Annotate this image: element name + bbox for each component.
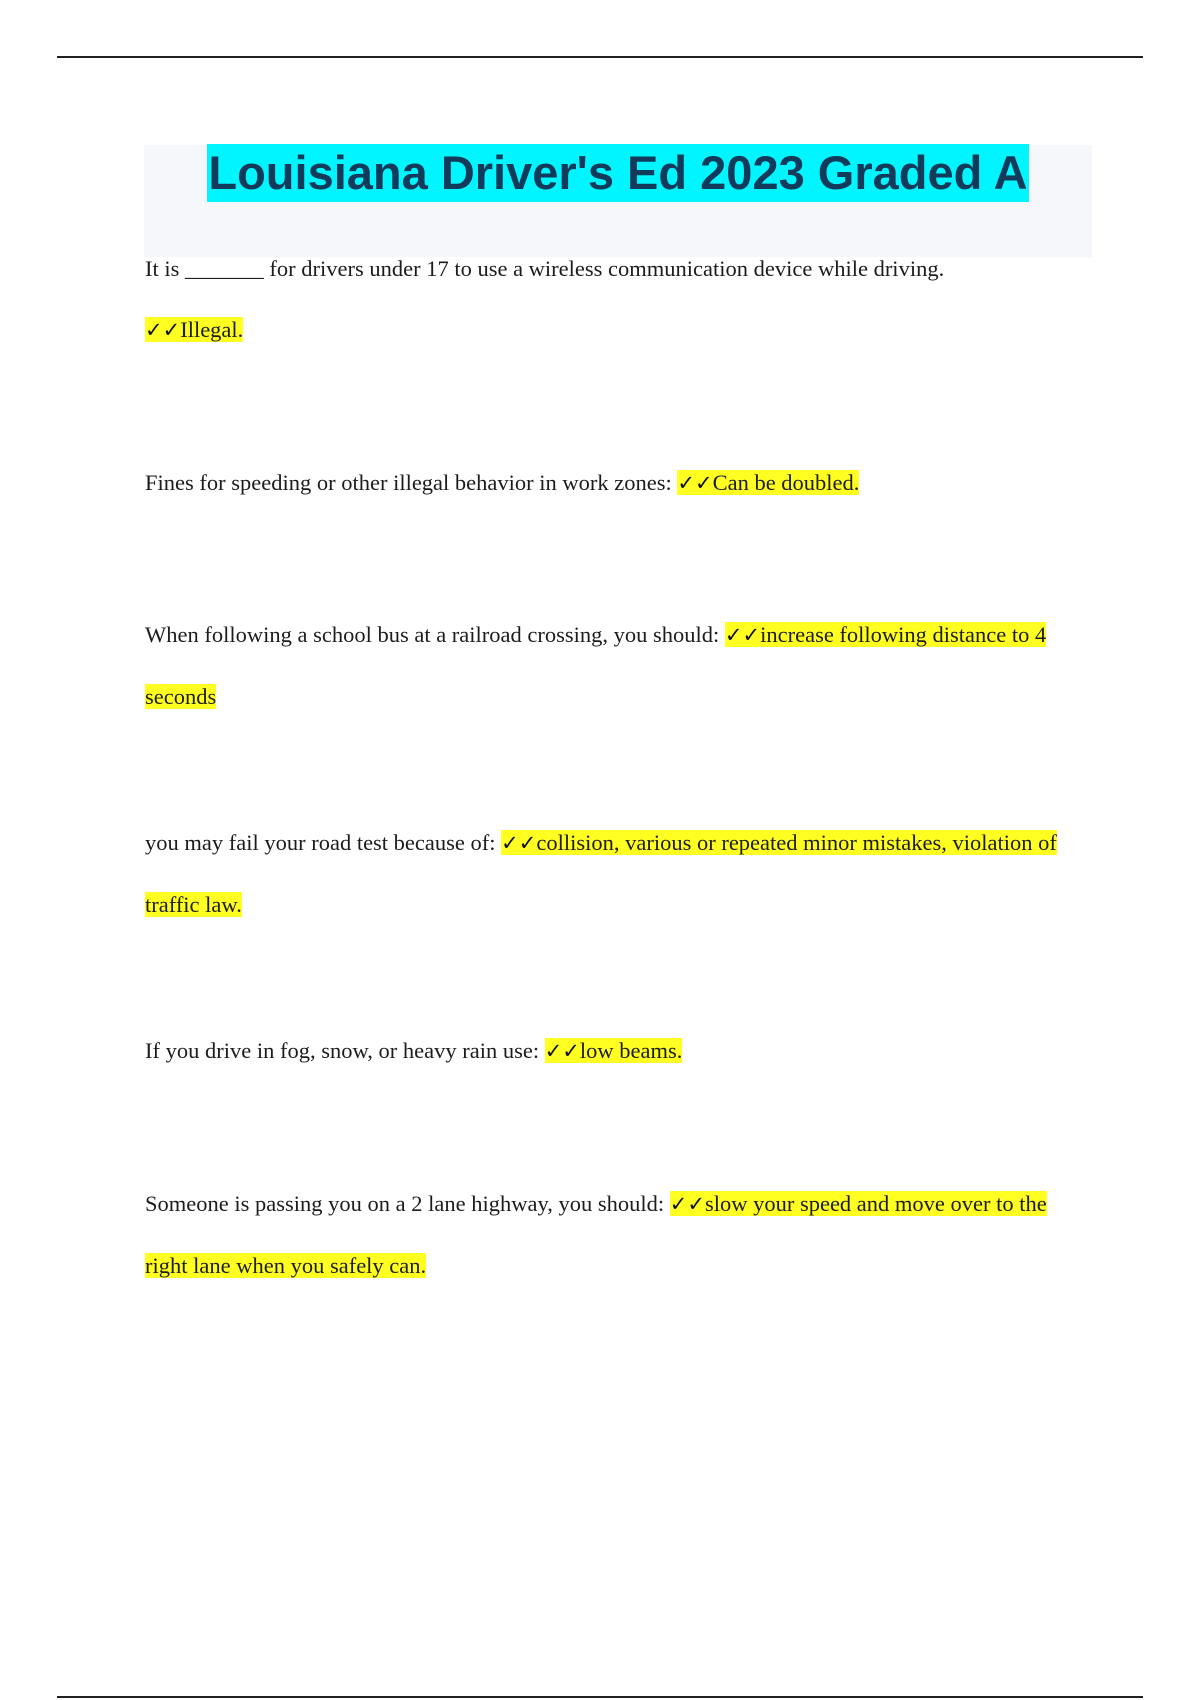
qa-item xyxy=(145,812,1090,935)
question-text: If you drive in fog, snow, or heavy rain use: xyxy=(145,1038,540,1063)
question-text: Someone is passing you on a 2 lane highway, you should: xyxy=(145,1191,665,1216)
question-text: It is _______ for drivers under 17 to use a wireless communication device while driving. xyxy=(145,256,945,281)
double-check-icon: ✓✓ xyxy=(501,831,537,855)
qa-item xyxy=(145,1173,1090,1296)
answer-text: increase following distance to 4 seconds xyxy=(145,622,1047,709)
answer-text: collision, various or repeated minor mistakes, violation of traffic law. xyxy=(145,830,1057,917)
answer-text: slow your speed and move over to the right lane when you safely can. xyxy=(145,1191,1047,1278)
document-title xyxy=(144,146,1092,199)
double-check-icon: ✓✓ xyxy=(669,1192,705,1216)
question-text: Fines for speeding or other illegal behavior in work zones: xyxy=(145,470,672,495)
question-text: you may fail your road test because of: xyxy=(145,830,496,855)
double-check-icon: ✓✓ xyxy=(724,623,761,647)
qa-item xyxy=(145,604,1090,727)
double-check-icon: ✓✓ xyxy=(544,1039,580,1063)
qa-item xyxy=(145,238,1090,361)
top-rule xyxy=(57,56,1143,58)
answer-highlight xyxy=(145,317,243,342)
answer-text: Can be doubled. xyxy=(712,470,860,495)
document-title-text: Louisiana Driver's Ed 2023 Graded A xyxy=(207,144,1028,202)
answer-highlight xyxy=(677,470,859,495)
answer-text: Illegal. xyxy=(180,317,244,342)
double-check-icon: ✓✓ xyxy=(677,471,713,495)
qa-item xyxy=(145,1020,1090,1082)
question-text: When following a school bus at a railroad crossing, you should: xyxy=(145,622,720,647)
answer-highlight xyxy=(545,1038,683,1063)
double-check-icon: ✓✓ xyxy=(145,318,181,342)
qa-item xyxy=(145,452,1090,514)
answer-text: low beams. xyxy=(579,1038,683,1063)
bottom-rule xyxy=(57,1696,1143,1698)
